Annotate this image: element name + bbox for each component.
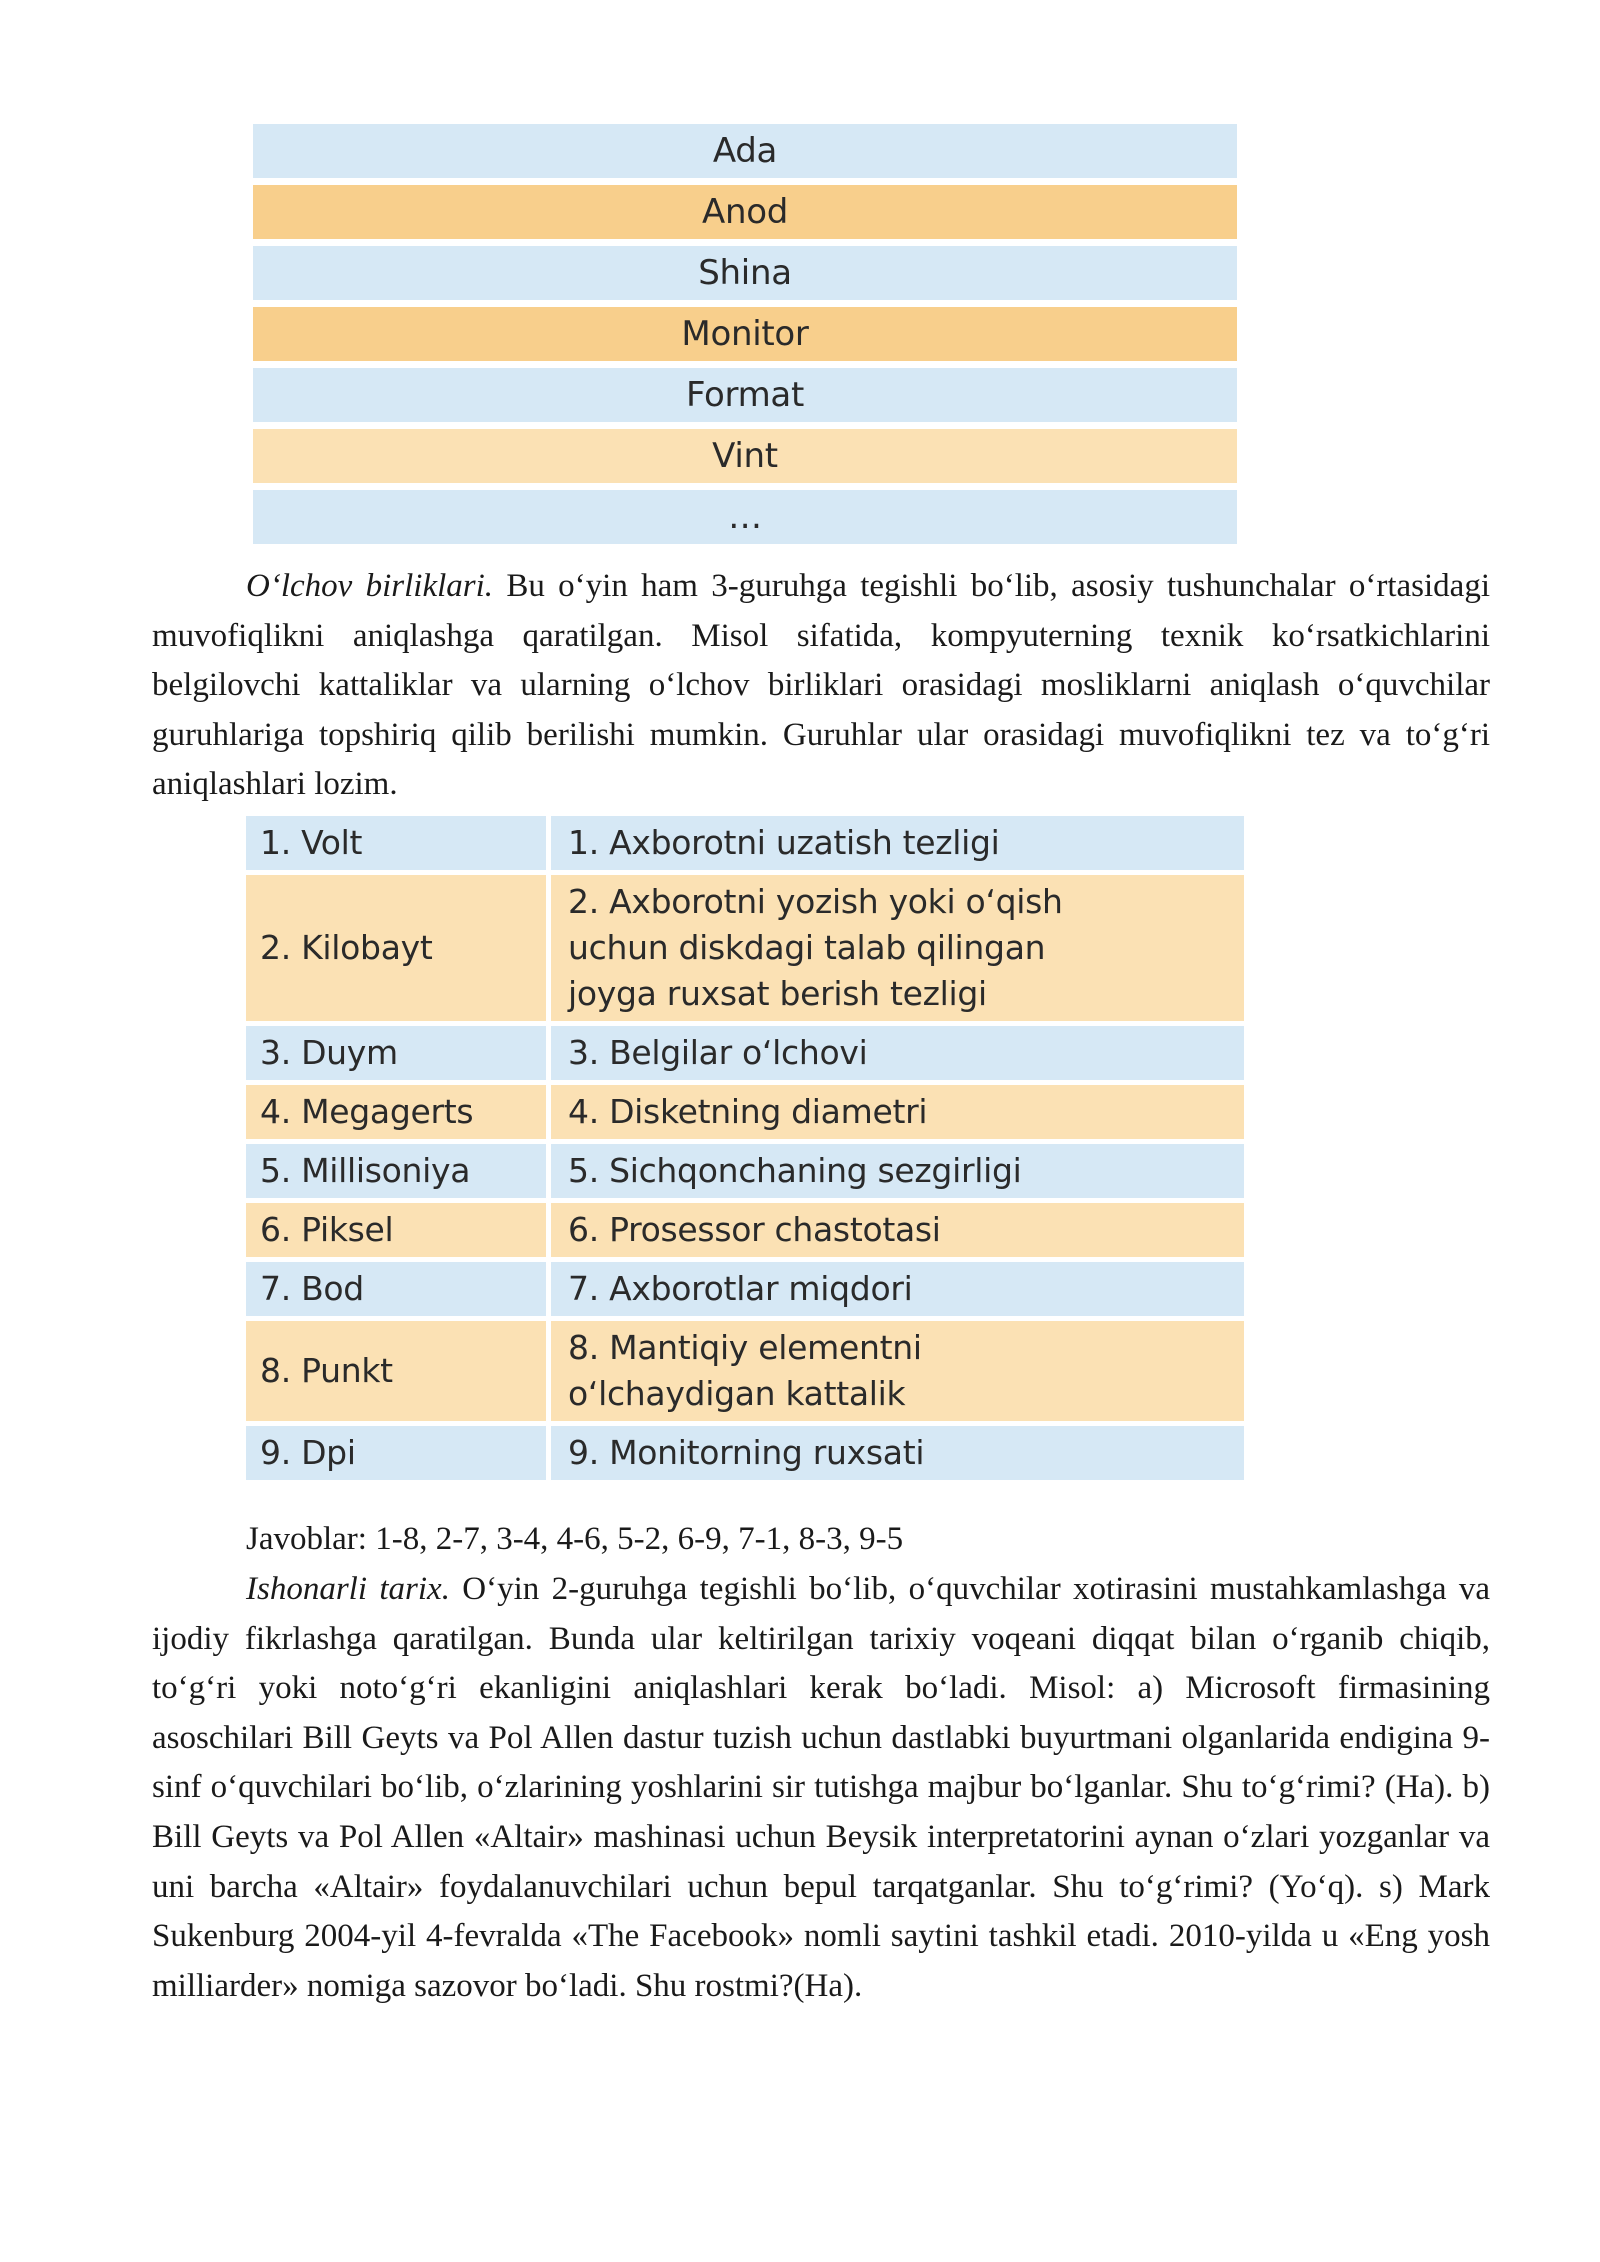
meaning-cell: 5. Sichqonchaning sezgirligi xyxy=(551,1144,1244,1198)
meaning-cell: 8. Mantiqiy elementni o‘lchaydigan kattalik xyxy=(551,1321,1244,1421)
unit-cell: 7. Bod xyxy=(246,1262,546,1316)
unit-cell: 1. Volt xyxy=(246,816,546,870)
paragraph-lead: O‘lchov birliklari. xyxy=(246,568,494,604)
table-row xyxy=(246,1426,1244,1480)
unit-cell: 4. Megagerts xyxy=(246,1085,546,1139)
word-list xyxy=(253,124,1237,551)
table-row xyxy=(246,875,1244,1021)
paragraph-text: Bu o‘yin ham 3-guruhga tegishli bo‘lib, asosiy tushunchalar o‘rtasidagi muvofiqlikni aniqlashga qaratilgan. Misol sifatida, kompyuterning texnik ko‘rsatkichlarini belgilovchi kattaliklar va ularning o‘lchov birliklari orasidagi mosliklarni aniqlash o‘quvchilar guruhlariga topshiriq qilib berilishi mumkin. Guruhlar ular orasidagi muvofiqlikni tez va to‘g‘ri aniqlashlari lozim. xyxy=(152,568,1490,803)
word-row: Vint xyxy=(253,429,1237,483)
unit-cell: 8. Punkt xyxy=(246,1321,546,1421)
meaning-cell: 1. Axborotni uzatish tezligi xyxy=(551,816,1244,870)
meaning-cell: 2. Axborotni yozish yoki o‘qish uchun diskdagi talab qilingan joyga ruxsat berish tezligi xyxy=(551,875,1244,1021)
word-row: … xyxy=(253,490,1237,544)
meaning-cell: 9. Monitorning ruxsati xyxy=(551,1426,1244,1480)
table-row xyxy=(246,1026,1244,1080)
table-row xyxy=(246,1085,1244,1139)
table-row xyxy=(246,816,1244,870)
table-row xyxy=(246,1203,1244,1257)
paragraph-ishonarli-tarix xyxy=(152,1565,1490,2011)
word-row: Format xyxy=(253,368,1237,422)
paragraph-lead: Ishonarli tarix. xyxy=(246,1571,450,1607)
table-row xyxy=(246,1144,1244,1198)
paragraph-text: O‘yin 2-guruhga tegishli bo‘lib, o‘quvchilar xotirasini mustahkamlashga va ijodiy fikrlashga qaratilgan. Bunda ular keltirilgan tarixiy voqeani diqqat bilan o‘rganib chiqib, to‘g‘ri yoki noto‘g‘ri ekanligini aniqlashlari kerak bo‘ladi. Misol: a) Microsoft firmasining asoschilari Bill Geyts va Pol Allen dastur tuzish uchun dastlabki buyurtmani olganlarida endigina 9-sinf o‘quvchilari bo‘lib, o‘zlarining yoshlarini sir tutishga majbur bo‘lganlar. Shu to‘g‘rimi? (Ha). b) Bill Geyts va Pol Allen «Altair» mashinasi uchun Beysik interpretatorini aynan o‘zlari yozganlar va uni barcha «Altair» foydalanuvchilari uchun bepul tarqatganlar. Shu to‘g‘rimi? (Yo‘q). s) Mark Sukenburg 2004-yil 4-fevralda «The Facebook» nomli saytini tashkil etadi. 2010-yilda u «Eng yosh milliarder» nomiga sazovor bo‘ladi. Shu rostmi?(Ha). xyxy=(152,1571,1490,2004)
meaning-cell: 4. Disketning diametri xyxy=(551,1085,1244,1139)
word-row: Ada xyxy=(253,124,1237,178)
meaning-cell: 6. Prosessor chastotasi xyxy=(551,1203,1244,1257)
paragraph-olchov-birliklari xyxy=(152,562,1490,810)
meaning-cell: 7. Axborotlar miqdori xyxy=(551,1262,1244,1316)
unit-cell: 3. Duym xyxy=(246,1026,546,1080)
unit-cell: 2. Kilobayt xyxy=(246,875,546,1021)
unit-cell: 6. Piksel xyxy=(246,1203,546,1257)
meaning-cell: 3. Belgilar o‘lchovi xyxy=(551,1026,1244,1080)
word-row: Shina xyxy=(253,246,1237,300)
table-row xyxy=(246,1321,1244,1421)
answers-line: Javoblar: 1-8, 2-7, 3-4, 4-6, 5-2, 6-9, 7-1, 8-3, 9-5 xyxy=(246,1521,904,1557)
table-row xyxy=(246,1262,1244,1316)
word-row: Anod xyxy=(253,185,1237,239)
unit-cell: 5. Millisoniya xyxy=(246,1144,546,1198)
word-row: Monitor xyxy=(253,307,1237,361)
unit-matching-table xyxy=(246,816,1244,1485)
unit-cell: 9. Dpi xyxy=(246,1426,546,1480)
